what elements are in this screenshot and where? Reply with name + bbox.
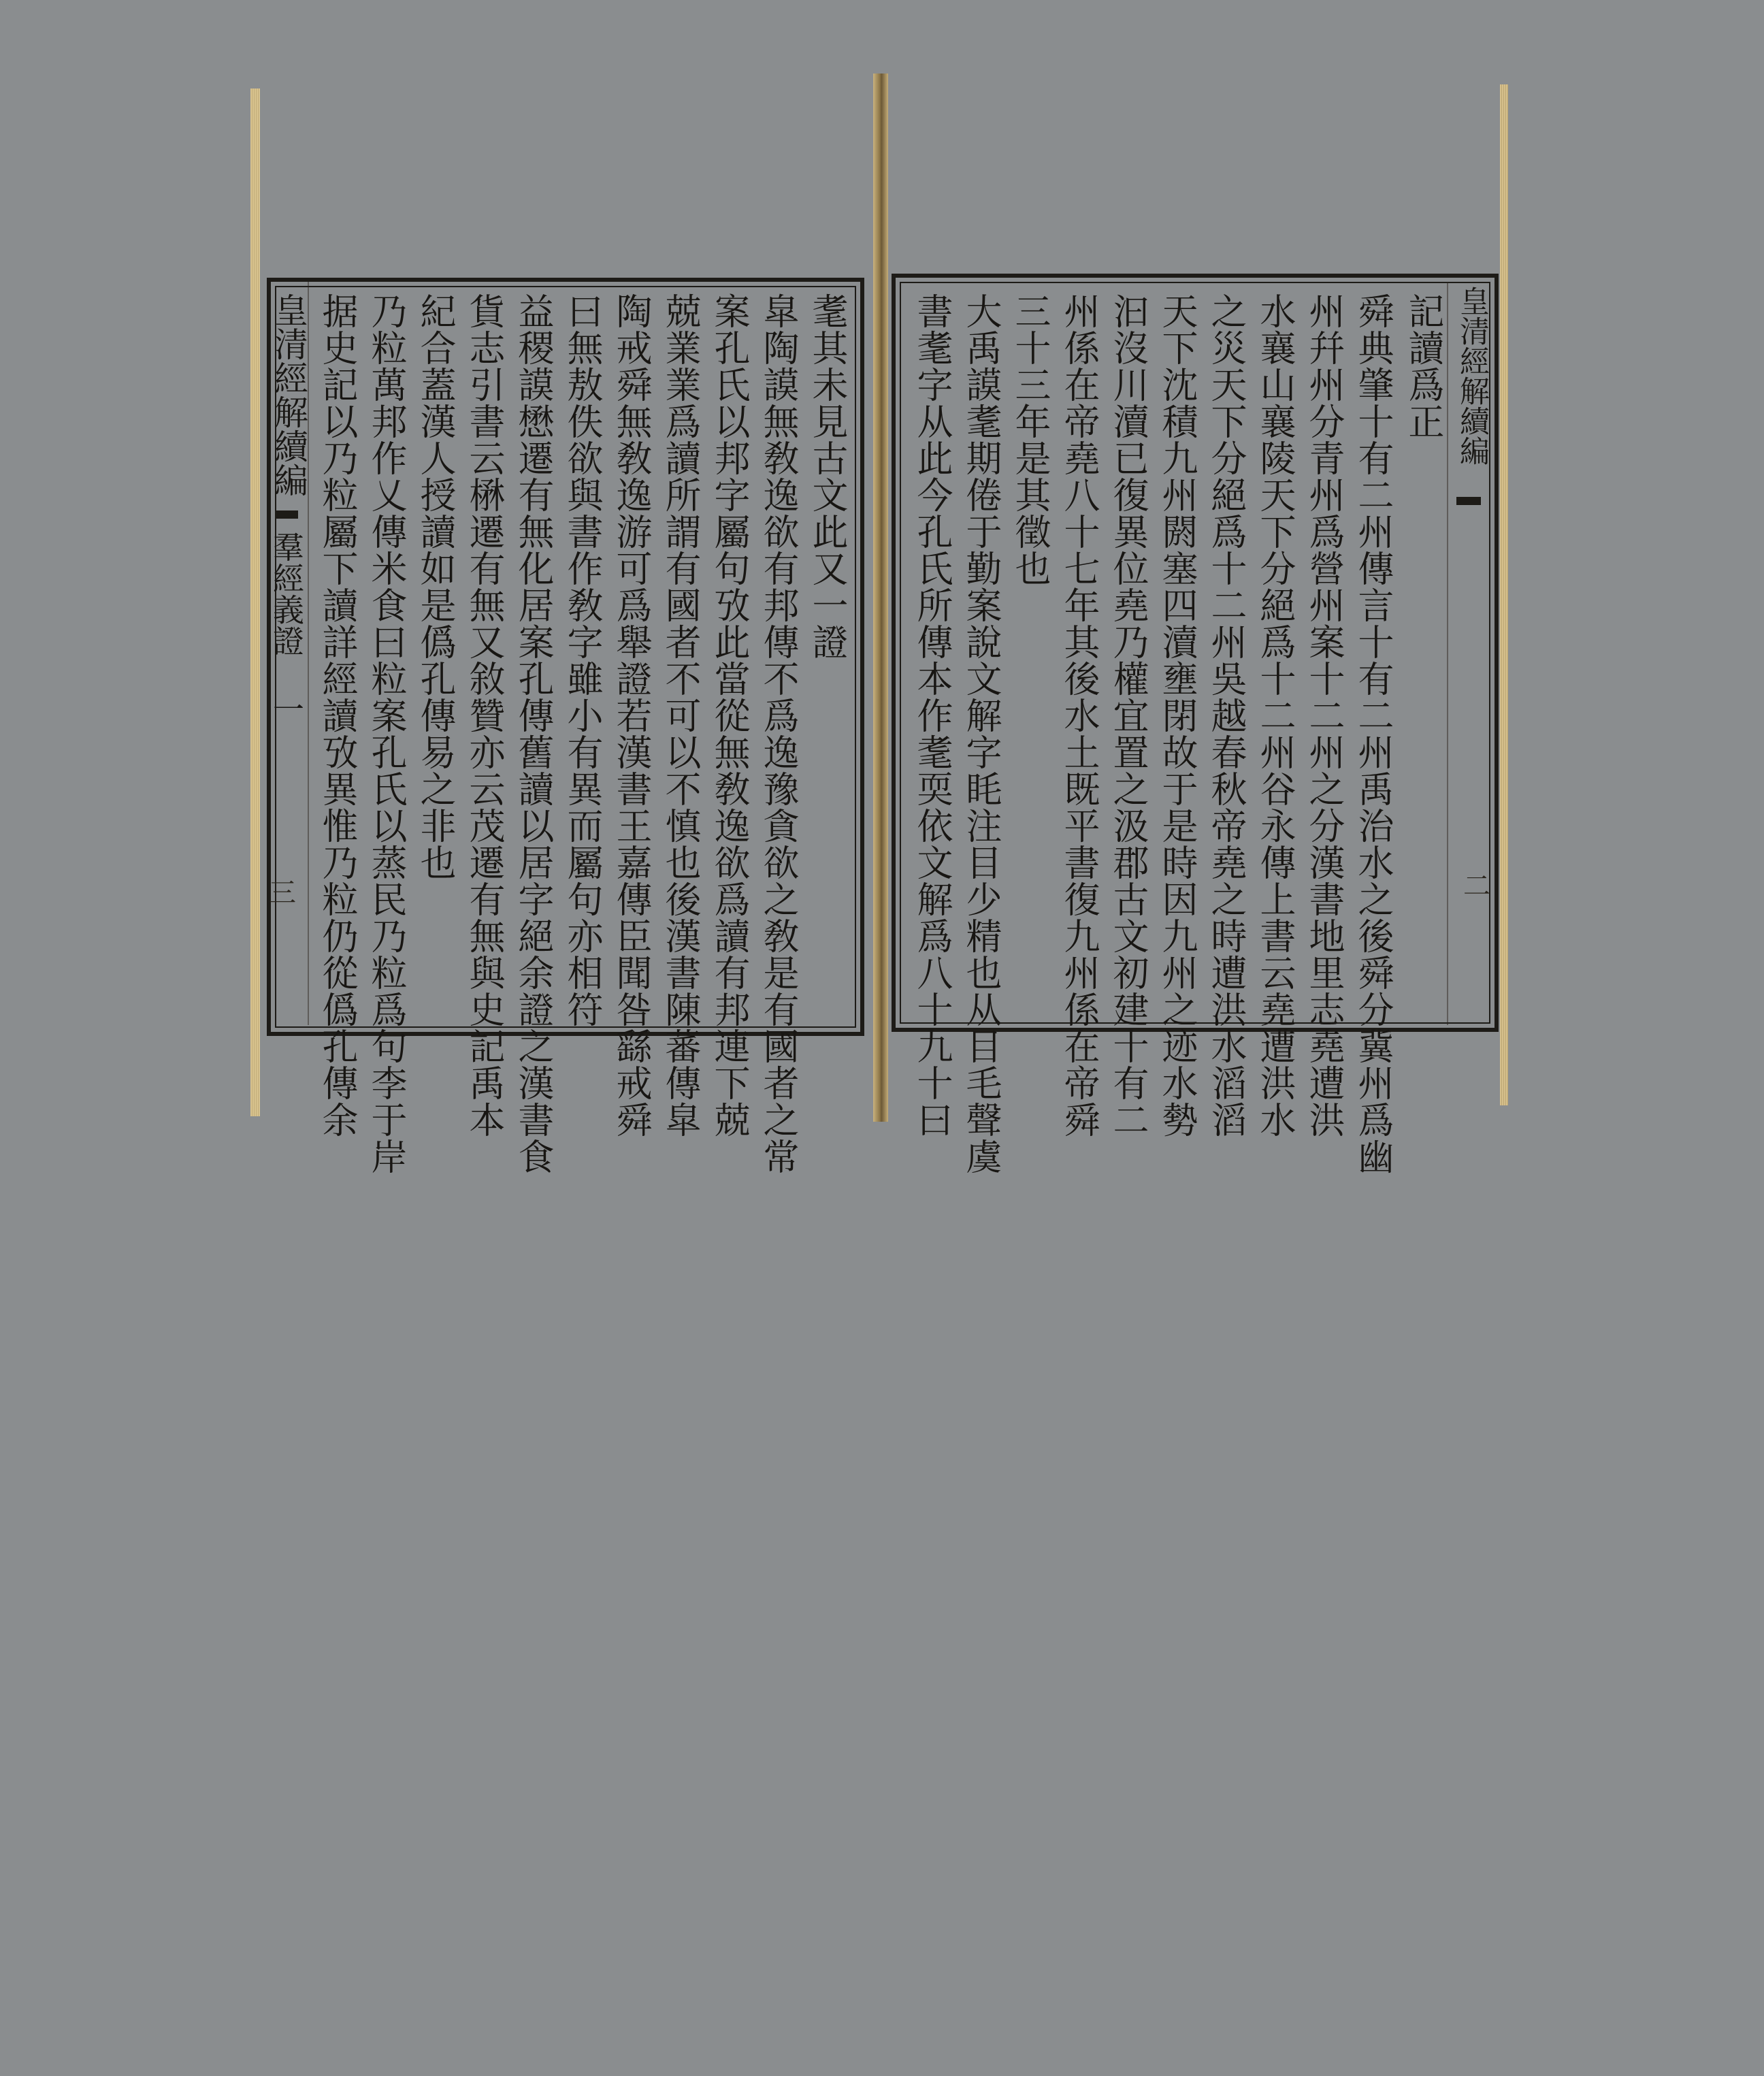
text-column: 三十三年是其徵也 xyxy=(1009,293,1051,587)
fishtail-mark xyxy=(1456,497,1481,505)
text-column: 耄其未見古文此又一證 xyxy=(806,293,848,660)
spine-gutter xyxy=(873,74,888,1122)
column-rule xyxy=(308,282,309,1025)
fishtail-mark xyxy=(275,510,298,519)
left-margin-title: 皇清經解續編 xyxy=(269,293,308,497)
text-column: 水襄山襄陵天下分絕爲十二州谷永傳上書云堯遭洪水 xyxy=(1254,293,1296,1138)
column-rule xyxy=(1447,282,1448,1025)
text-column: 舜典肇十有二州傳言十有二州禹治水之後舜分冀州爲幽 xyxy=(1352,293,1394,1175)
text-column: 乃粒萬邦作乂傳米食曰粒案孔氏以蒸民乃粒爲句李于岸 xyxy=(365,293,407,1175)
text-column: 紀合蓋漢人授讀如是僞孔傳易之非也 xyxy=(414,293,456,881)
text-column: 兢業業爲讀所謂有國者不可以不慎也後漢書陳蕃傳皐 xyxy=(659,293,701,1138)
text-column: 曰無敖佚欲與書作敎字雖小有異而屬句亦相符 xyxy=(561,293,603,1028)
right-leaf xyxy=(0,1041,619,2076)
text-column: 陶戒舜無敎逸游可爲舉證若漢書王嘉傳臣聞咎繇戒舜 xyxy=(610,293,652,1138)
text-column: 天下沈積九州閼塞四瀆壅閉故于是時因九州之迹水勢 xyxy=(1156,293,1198,1138)
page-edge-left xyxy=(250,88,260,1116)
text-column: 据史記以乃粒屬下讀詳經讀攷異惟乃粒仍從僞孔傳余 xyxy=(316,293,358,1138)
text-column: 益稷謨懋遷有無化居案孔傳舊讀以居字絕余證之漢書食 xyxy=(512,293,554,1175)
text-column: 州幷州分青州爲營州案十二州之分漢書地里志堯遭洪 xyxy=(1303,293,1345,1138)
text-column: 汩沒川瀆已復異位堯乃權宜置之汲郡古文初建十有二 xyxy=(1107,293,1149,1138)
text-column: 書耄字从此今孔氏所傳本作耄耎依文解爲八十九十曰 xyxy=(911,293,953,1138)
text-column: 記讀爲正 xyxy=(1403,293,1444,440)
text-column: 之災天下分絕爲十二州吳越春秋帝堯之時遭洪水滔滔 xyxy=(1205,293,1247,1138)
text-column: 大禹謨耄期倦于勤案說文解字眊注目少精也从目毛聲虞 xyxy=(960,293,1002,1175)
page-edge-right xyxy=(1500,84,1508,1105)
text-column: 貨志引書云楙遷有無又敘贊亦云茂遷有無與史記禹本 xyxy=(463,293,505,1138)
left-page-number: 三 xyxy=(269,877,296,909)
right-page-number: 二 xyxy=(1463,871,1490,902)
text-column: 皐陶謨無敎逸欲有邦傳不爲逸豫貪欲之敎是有國者之常 xyxy=(757,293,799,1175)
text-column: 州係在帝堯八十七年其後水土既平書復九州係在帝舜 xyxy=(1058,293,1100,1138)
left-margin-subtitle: 羣經義證 一 xyxy=(268,531,305,724)
text-column: 案孔氏以邦字屬句攷此當從無敎逸欲爲讀有邦連下兢 xyxy=(708,293,750,1138)
right-margin-title: 皇清經解續編 xyxy=(1454,286,1489,466)
